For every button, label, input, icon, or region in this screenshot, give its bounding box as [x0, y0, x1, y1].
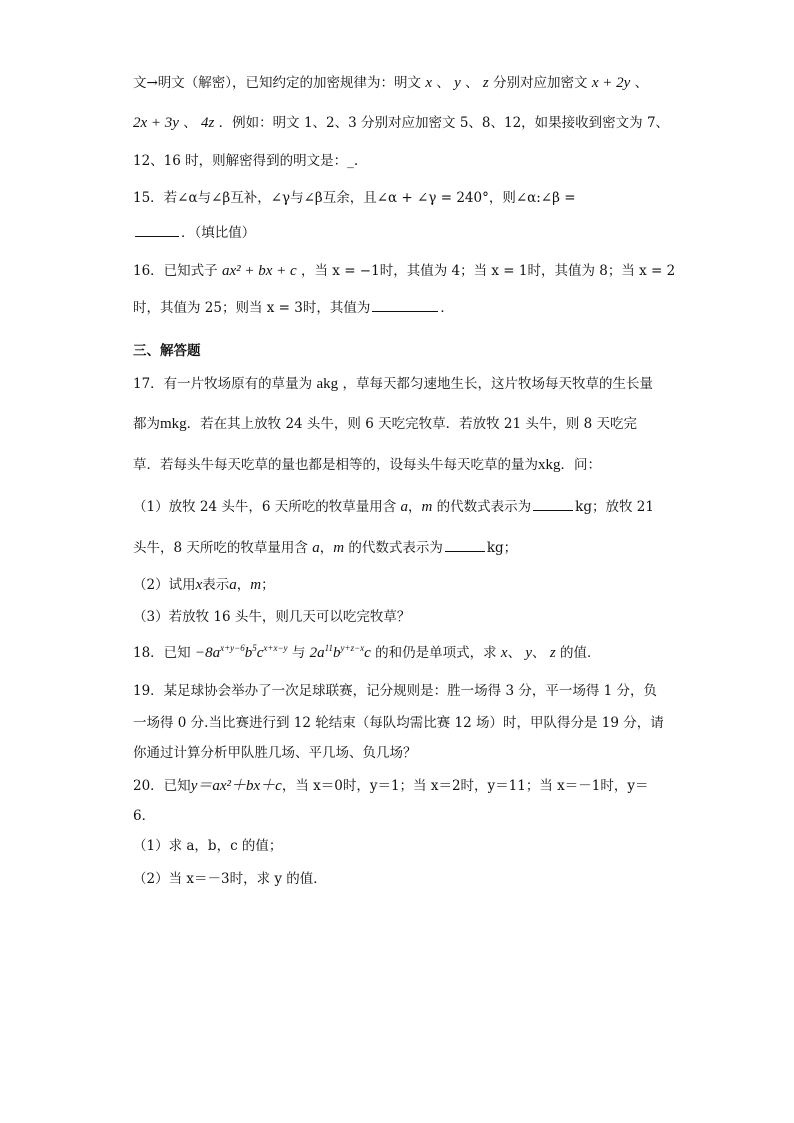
var-m: m [250, 577, 262, 593]
text: ，草每天都匀速地生长，这片牧场每天牧草的生长量 [342, 376, 653, 392]
text: 18．已知 [133, 645, 191, 661]
expr-quadratic: y＝ax²＋bx＋c [190, 778, 282, 794]
var-m: m [421, 499, 433, 515]
var-a: a [400, 499, 409, 515]
sep: 、 [465, 75, 479, 91]
section-title-text: 三、解答题 [133, 343, 201, 359]
unit-kg: kg [575, 499, 592, 515]
text: 时，其值为 25；则当 x = 3时，其值为 [133, 300, 371, 316]
q15-line-2 [133, 223, 255, 243]
base: b [333, 645, 341, 661]
exponent: 11 [324, 643, 333, 653]
exponent: 5 [252, 643, 257, 653]
text: ．若在其上放牧 24 头牛，则 6 天吃完牧草．若放牧 21 头牛，则 8 天吃完 [186, 416, 638, 432]
q15-line-1 [133, 188, 576, 208]
text: 19．某足球协会举办了一次足球联赛，记分规则是：胜一场得 3 分，平一场得 1 分，负 [133, 683, 658, 699]
q20-part1 [133, 836, 282, 856]
q14-line-3 [133, 151, 358, 171]
sep: 、 [436, 75, 450, 91]
var-a: a [312, 540, 320, 556]
text: 头牛，8 天所吃的牧草量用含 [133, 540, 308, 556]
text: （2）当 x＝－3时，求 y 的值． [133, 871, 327, 887]
text: 17．有一片牧场原有的草量为 [133, 376, 313, 392]
answer-blank[interactable] [445, 550, 485, 552]
q17-part3 [133, 607, 410, 627]
text: （1）求 a，b，c 的值； [133, 838, 283, 854]
answer-blank[interactable] [135, 235, 179, 237]
text: ．例如：明文 1、2、3 分别对应加密文 5、8、12，如果接收到密文为 7、 [218, 115, 670, 131]
q19-line-2 [133, 713, 664, 733]
sep: 、 [532, 645, 546, 661]
q17-part1-line-1 [133, 497, 654, 517]
var-y: y [525, 645, 533, 661]
text: ；放牧 21 [592, 499, 654, 515]
q19-line-3 [133, 743, 417, 763]
q14-line-2 [133, 113, 669, 133]
sep: ， [319, 540, 334, 556]
sep: 、 [507, 645, 522, 661]
base: c [364, 645, 371, 661]
q14-line-1 [133, 73, 648, 93]
coef: 2a [309, 645, 325, 661]
q17-part2 [133, 575, 275, 595]
text: 的代数式表示为 [436, 499, 532, 515]
text: ，当 x = −1时，其值为 4；当 x = 1时，其值为 8；当 x = 2 [301, 263, 676, 279]
text: （3）若放牧 16 头牛，则几天可以吃完牧草？ [133, 609, 411, 625]
var-y: y [454, 75, 461, 91]
coef: −8a [194, 645, 221, 661]
text: ； [261, 577, 275, 593]
var-z: z [482, 75, 489, 91]
unit-akg: akg [316, 376, 339, 392]
var-a: a [229, 577, 237, 593]
text: 6． [133, 808, 156, 824]
text: （1）放牧 24 头牛，6 天所吃的牧草量用含 [133, 499, 397, 515]
unit-xkg: xkg [538, 457, 561, 473]
exponent: x+x−y [263, 643, 288, 653]
text: （2）试用 [133, 577, 196, 593]
expr-2x-plus-3y: 2x + 3y [133, 115, 179, 131]
var-x: x [195, 577, 203, 593]
unit-kg: kg [486, 540, 504, 556]
var-x: x [425, 75, 433, 91]
text: ．问： [560, 457, 601, 473]
text: 的值． [559, 645, 601, 661]
q20-part2 [133, 869, 327, 889]
section-title [133, 341, 201, 361]
expr-4z: 4z [201, 115, 215, 131]
text: 16．已知式子 [133, 263, 218, 279]
text: 与 [291, 645, 306, 661]
sep: 、 [634, 75, 649, 91]
text: 20．已知 [133, 778, 191, 794]
sep: ， [408, 499, 422, 515]
base: c [256, 645, 264, 661]
answer-blank[interactable] [533, 509, 573, 511]
sep: ， [236, 577, 251, 593]
q17-line-1 [133, 374, 653, 394]
q17-line-2 [133, 414, 637, 434]
var-z: z [549, 645, 556, 661]
base: b [244, 645, 253, 661]
q15-text: 15．若∠α与∠β互补，∠γ与∠β互余，且∠α + ∠γ = 240°，则∠α:∠β = [133, 190, 576, 206]
q20-line-2 [133, 806, 155, 826]
q17-line-3 [133, 455, 601, 475]
q16-line-2 [133, 298, 454, 318]
text: 的和仍是单项式，求 [375, 645, 497, 661]
text: 你通过计算分析甲队胜几场、平几场、负几场？ [133, 745, 417, 761]
expr-x-plus-2y: x + 2y [591, 75, 631, 91]
q17-part1-line-2 [133, 538, 517, 558]
text: ． [440, 300, 454, 316]
exponent: x+y−6 [220, 643, 245, 653]
monomial-2 [310, 645, 371, 661]
q19-line-1 [133, 681, 657, 701]
text: ．（填比值） [181, 225, 256, 241]
text: 都为 [133, 416, 160, 432]
q18-line [133, 643, 600, 663]
sep: 、 [183, 115, 197, 131]
monomial-1 [195, 645, 288, 661]
exponent: y+z−x [340, 643, 365, 653]
text: 文→明文（解密），已知约定的加密规律为：明文 [133, 75, 422, 91]
unit-mkg: mkg [160, 416, 187, 432]
q16-line-1 [133, 261, 675, 281]
var-x: x [500, 645, 508, 661]
text: 草．若每头牛每天吃草的量也都是相等的，设每头牛每天吃草的量为 [133, 457, 538, 473]
expr-quadratic: ax² + bx + c [221, 263, 297, 279]
text: 分别对应加密文 [493, 75, 588, 91]
text: ； [503, 540, 518, 556]
answer-blank[interactable] [372, 310, 438, 312]
text: 的代数式表示为 [348, 540, 443, 556]
text: 表示 [202, 577, 230, 593]
text: ，当 x＝0时，y＝1；当 x＝2时，y＝11；当 x＝－1时，y＝ [281, 778, 649, 794]
var-m: m [333, 540, 345, 556]
text: 12、16 时，则解密得到的明文是：_. [133, 153, 359, 169]
text: 一场得 0 分.当比赛进行到 12 轮结束（每队均需比赛 12 场）时，甲队得分是 19 分，请 [133, 715, 664, 731]
q20-line-1 [133, 776, 648, 796]
